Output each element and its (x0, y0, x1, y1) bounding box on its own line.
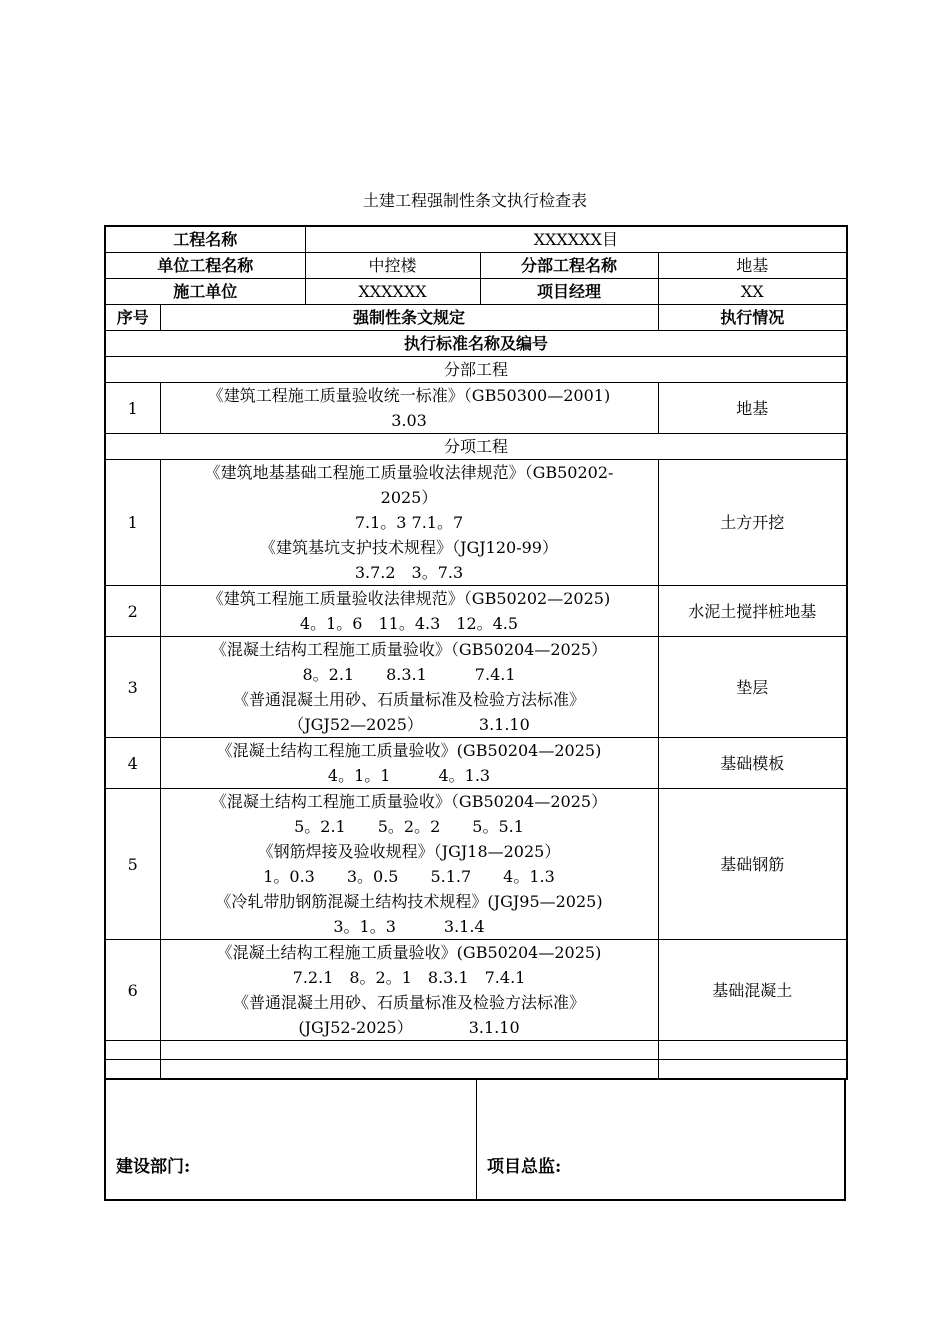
provision-line: 7.1。3 7.1。7 (354, 513, 464, 532)
row-provision (160, 460, 658, 586)
row-seq: 1 (105, 383, 160, 434)
project-director-label: 项目总监: (487, 1157, 562, 1177)
project-name-label: 工程名称 (105, 226, 305, 253)
table-row (105, 586, 847, 637)
provision-line: （JGJ52—2025） 3.1.10 (288, 715, 530, 734)
row-provision (160, 586, 658, 637)
provision-line: 《建筑工程施工质量验收统一标准》（GB50300—2001) (207, 386, 611, 405)
provision-line: 《混凝土结构工程施工质量验收》（GB50204—2025） (210, 640, 608, 659)
provision-line: 《普通混凝土用砂、石质量标准及检验方法标准》 (233, 993, 586, 1012)
status-header: 执行情况 (658, 305, 847, 331)
provision-line: 《建筑地基基础工程施工质量验收法律规范》（GB50202- (204, 463, 614, 482)
empty-seq-cell (105, 1060, 160, 1079)
signature-area (104, 1080, 846, 1201)
row-status: 土方开挖 (658, 460, 847, 586)
unit-project-row (105, 253, 847, 279)
table-row (105, 738, 847, 789)
provision-line: 《混凝土结构工程施工质量验收》(GB50204—2025) (216, 943, 602, 962)
empty-provision-cell (160, 1060, 658, 1079)
table-row (105, 460, 847, 586)
provision-line: 《混凝土结构工程施工质量验收》(GB50204—2025) (216, 741, 602, 760)
provision-line: 3.03 (391, 411, 427, 430)
division-label: 分部工程名称 (480, 253, 658, 279)
row-status: 水泥土搅拌桩地基 (658, 586, 847, 637)
table-row (105, 940, 847, 1041)
section-heading: 分部工程 (105, 357, 847, 383)
row-seq: 4 (105, 738, 160, 789)
unit-project-value: 中控楼 (305, 253, 480, 279)
unit-project-label: 单位工程名称 (105, 253, 305, 279)
project-name-value: XXXXXX目 (305, 226, 847, 253)
row-provision (160, 789, 658, 940)
row-seq: 2 (105, 586, 160, 637)
empty-status-cell (658, 1060, 847, 1079)
signature-right-cell (477, 1080, 844, 1199)
standard-heading-row (105, 331, 847, 357)
manager-value: XX (658, 279, 847, 305)
section-heading: 分项工程 (105, 434, 847, 460)
row-seq: 6 (105, 940, 160, 1041)
row-status: 基础钢筋 (658, 789, 847, 940)
standard-heading: 执行标准名称及编号 (105, 331, 847, 357)
manager-label: 项目经理 (480, 279, 658, 305)
provision-line: 4。1。6 11。4.3 12。4.5 (299, 614, 519, 633)
construction-unit-label: 施工单位 (105, 279, 305, 305)
seq-header: 序号 (105, 305, 160, 331)
provision-line: 《建筑基坑支护技术规程》（JGJ120-99） (260, 538, 558, 557)
row-seq: 5 (105, 789, 160, 940)
provision-line: 3.7.2 3。7.3 (354, 563, 464, 582)
division-value: 地基 (658, 253, 847, 279)
empty-row (105, 1060, 847, 1079)
row-provision (160, 738, 658, 789)
row-provision (160, 637, 658, 738)
provision-line: 《建筑工程施工质量验收法律规范》（GB50202—2025) (207, 589, 611, 608)
provision-header: 强制性条文规定 (160, 305, 658, 331)
section-heading-row (105, 434, 847, 460)
provision-line: 《普通混凝土用砂、石质量标准及检验方法标准》 (233, 690, 586, 709)
empty-provision-cell (160, 1041, 658, 1060)
table-row (105, 383, 847, 434)
signature-left-cell (106, 1080, 477, 1199)
page-title: 土建工程强制性条文执行检查表 (362, 191, 587, 210)
provision-line: 8。2.1 8.3.1 7.4.1 (302, 665, 516, 684)
row-status: 垫层 (658, 637, 847, 738)
provision-line: 《钢筋焊接及验收规程》（JGJ18—2025） (257, 842, 561, 861)
provision-line: 4。1。1 4。1.3 (327, 766, 491, 785)
empty-seq-cell (105, 1041, 160, 1060)
row-status: 基础模板 (658, 738, 847, 789)
project-name-row (105, 226, 847, 253)
provision-line: 7.2.1 8。2。1 8.3.1 7.4.1 (292, 968, 526, 987)
section-heading-row (105, 357, 847, 383)
provision-line: 《冷轧带肋钢筋混凝土结构技术规程》(JGJ95—2025) (215, 892, 603, 911)
provision-line: 《混凝土结构工程施工质量验收》（GB50204—2025） (210, 792, 608, 811)
construction-unit-row (105, 279, 847, 305)
provision-line: 3。1。3 3.1.4 (333, 917, 485, 936)
table-row (105, 789, 847, 940)
row-status: 基础混凝土 (658, 940, 847, 1041)
construction-unit-value: XXXXXX (305, 279, 480, 305)
row-provision (160, 940, 658, 1041)
row-seq: 1 (105, 460, 160, 586)
empty-row (105, 1041, 847, 1060)
empty-status-cell (658, 1041, 847, 1060)
table-row (105, 637, 847, 738)
provision-line: 5。2.1 5。2。2 5。5.1 (294, 817, 524, 836)
row-provision (160, 383, 658, 434)
column-header-row (105, 305, 847, 331)
row-seq: 3 (105, 637, 160, 738)
provision-line: 2025） (380, 488, 438, 507)
provision-line: 1。0.3 3。0.5 5.1.7 4。1.3 (263, 867, 555, 886)
construction-dept-label: 建设部门: (116, 1157, 191, 1177)
row-status: 地基 (658, 383, 847, 434)
provision-line: (JGJ52-2025） 3.1.10 (298, 1018, 520, 1037)
inspection-table (104, 225, 848, 1080)
